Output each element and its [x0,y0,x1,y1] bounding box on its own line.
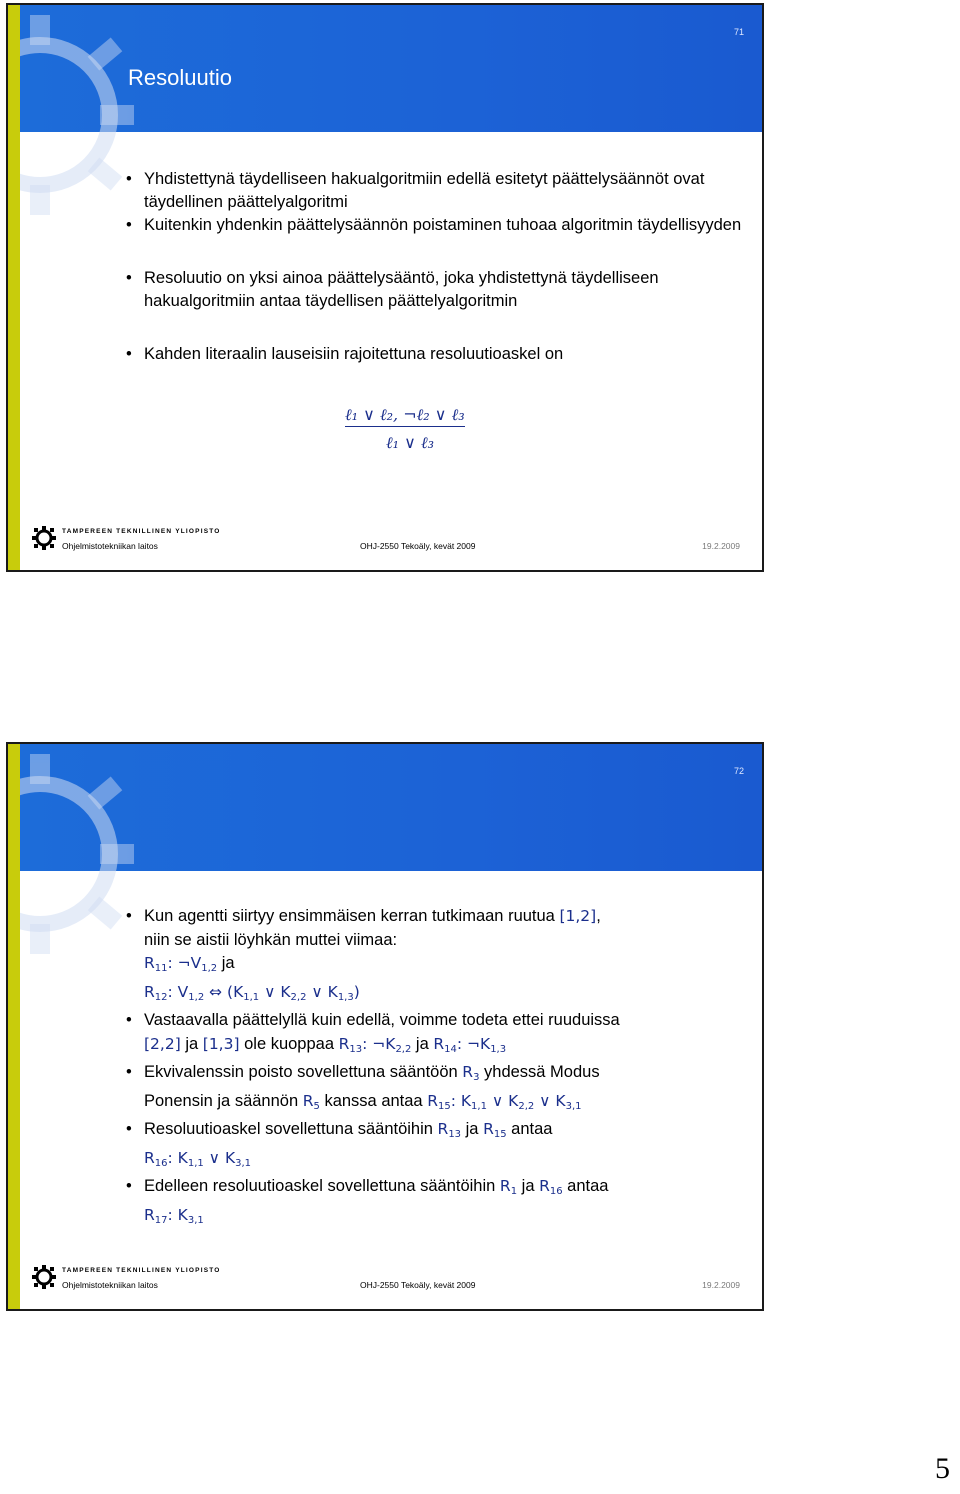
bullet-list [126,905,742,1232]
page-number: 5 [935,1452,950,1485]
course-name: OHJ-2550 Tekoäly, kevät 2009 [360,1280,476,1290]
bullet-list [126,168,742,366]
course-name: OHJ-2550 Tekoäly, kevät 2009 [360,541,476,551]
bullet-item: • Kun agentti siirtyy ensimmäisen kerran tutkimaan ruutua [1,2], niin se aistii löyhkän muttei viimaa: $R_{11}$: $\neg V_{1,2}$ ja $R_{12}$: $V_{1,2}$ ⇔ ($K_{1,1}$ ∨ $K_{2,2}$ ∨ $K_{1,3}$) [126,907,601,1003]
bullet-item: • Resoluutio on yksi ainoa päättelysääntö, joka yhdistettynä täydelliseen hakualgoritmiin antaa täydellisen päättelyalgoritmin [126,269,659,310]
bullet-item: • Kahden literaalin lauseisiin rajoitettuna resoluutioaskel on [126,345,564,363]
slide-footer [32,1265,742,1301]
gear-watermark-icon [20,5,140,245]
slide-number: 72 [733,766,744,776]
bullet-item: • Vastaavalla päättelyllä kuin edellä, voimme todeta ettei ruuduissa [2,2] ja [1,3] ole kuoppaa $R_{13}$: $\neg K_{2,2}$ ja $R_{14}$: $\neg K_{1,3}$ [126,1011,620,1055]
slide-title: Resoluutio [128,65,232,90]
resolution-premise: ℓ₁ ∨ ℓ₂, ¬ℓ₂ ∨ ℓ₃ [345,405,465,427]
slide-date: 19.2.2009 [702,541,740,551]
university-name: TAMPEREEN TEKNILLINEN YLIOPISTO [62,528,221,535]
bullet-item: • Ekvivalenssin poisto sovellettuna sääntöön $R_3$ yhdessä Modus Ponensin ja säännön $R_5$ kanssa antaa $R_{15}$: $K_{1,1}$ ∨ $K_{2,2}$ ∨ $K_{3,1}$ [126,1063,600,1112]
slide-footer [32,526,742,562]
slide-date: 19.2.2009 [702,1280,740,1290]
department-name: Ohjelmistotekniikan laitos [62,541,158,551]
bullet-item: • Yhdistettynä täydelliseen hakualgoritmiin edellä esitetyt päättelysäännöt ovat täydellinen päättelyalgoritmi [126,170,705,211]
resolution-conclusion: ℓ₁ ∨ ℓ₃ [386,433,435,452]
slide-number: 71 [733,27,744,37]
university-name: TAMPEREEN TEKNILLINEN YLIOPISTO [62,1267,221,1274]
gear-watermark-icon [20,744,140,984]
bullet-item: • Kuitenkin yhdenkin päättelysäännön poistaminen tuhoaa algoritmin täydellisyyden [126,216,742,234]
department-name: Ohjelmistotekniikan laitos [62,1280,158,1290]
slide-72 [6,742,764,1311]
tut-logo-icon [32,1265,56,1289]
slide-71 [6,3,764,572]
tut-logo-icon [32,526,56,550]
yellow-stripe [8,744,20,1309]
bullet-item: • Resoluutioaskel sovellettuna sääntöihin $R_{13}$ ja $R_{15}$ antaa $R_{16}$: $K_{1,1}$ ∨ $K_{3,1}$ [126,1120,553,1169]
yellow-stripe [8,5,20,570]
bullet-item: • Edelleen resoluutioaskel sovellettuna sääntöihin $R_1$ ja $R_{16}$ antaa $R_{17}$: $K_{3,1}$ [126,1177,609,1226]
